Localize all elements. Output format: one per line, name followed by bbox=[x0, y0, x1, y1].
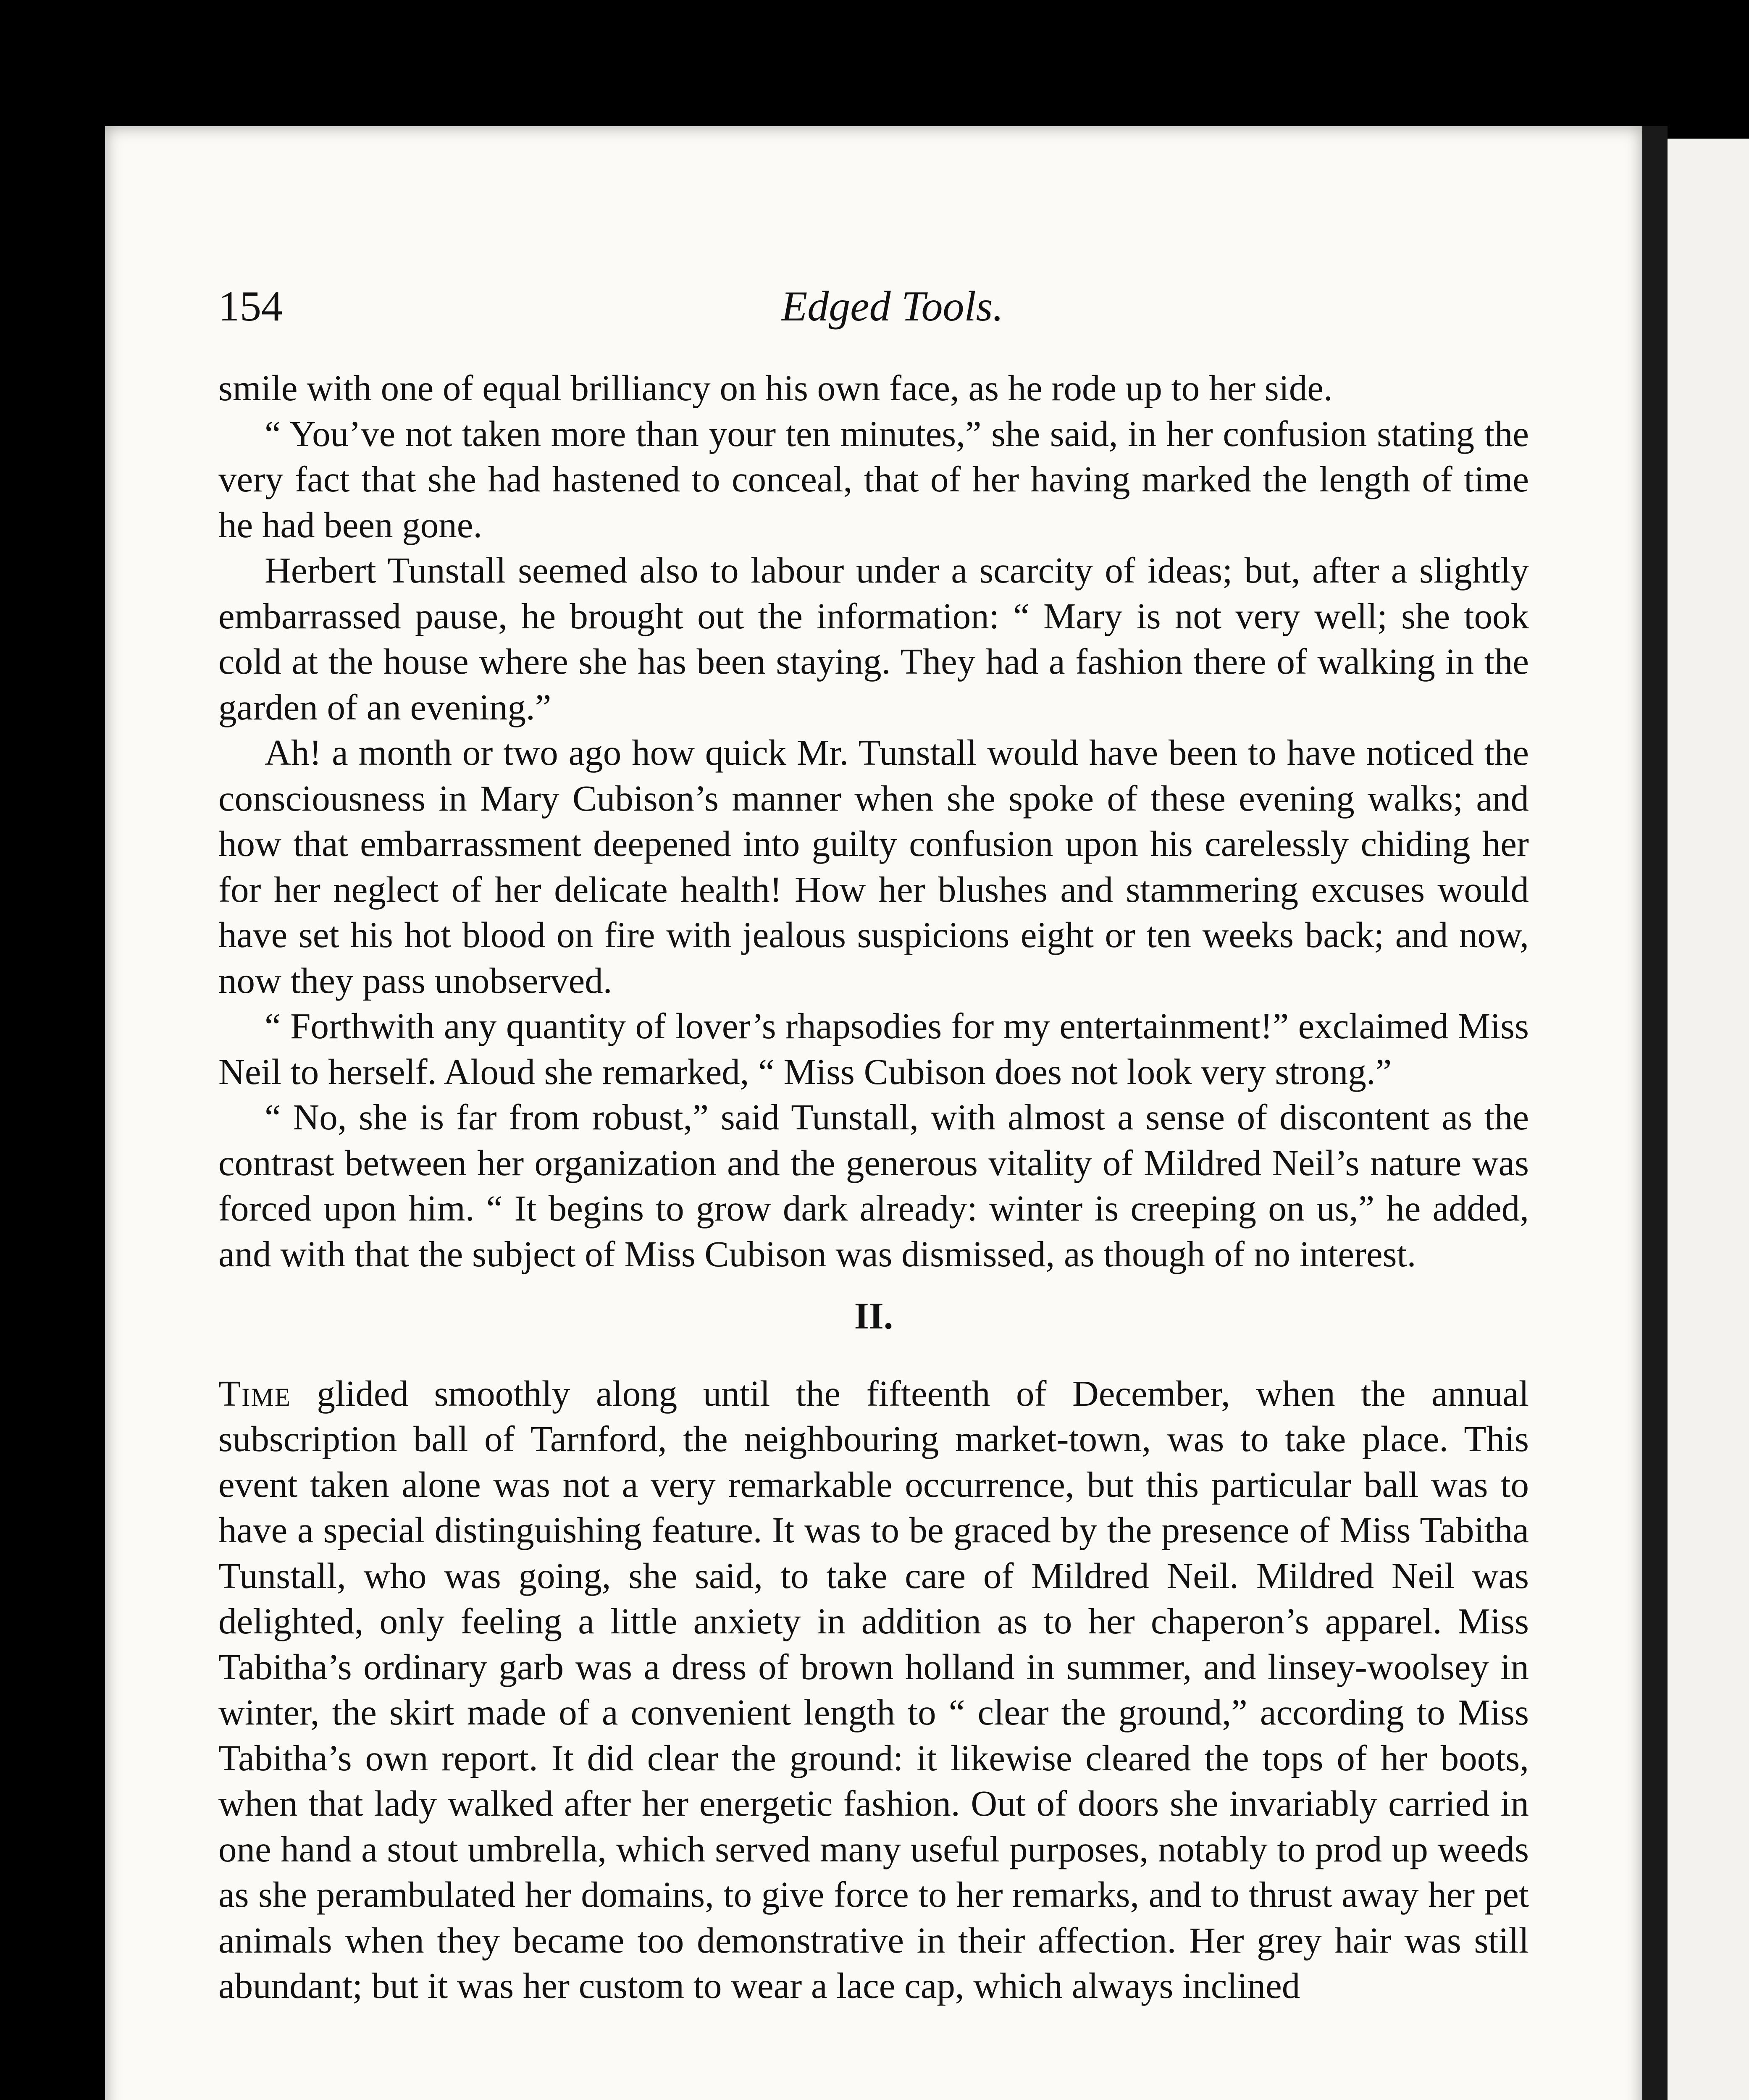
next-page-edge bbox=[1668, 139, 1749, 2100]
paragraph: Herbert Tunstall seemed also to labour under a scarcity of ideas; but, after a slightly embarrassed pause, he brought out the information: “ Mary is not very well; she took cold at the house where she has been staying. They had a fashion there of walking in the garden of an evening.” bbox=[218, 550, 1529, 727]
page-number: 154 bbox=[218, 283, 283, 330]
paragraph-continued: smile with one of equal brilliancy on his own face, as he rode up to her side. bbox=[218, 368, 1333, 408]
paragraph: Ah! a month or two ago how quick Mr. Tunstall would have been to have noticed the consciousness in Mary Cubison’s manner when she spoke of these evening walks; and how that embarrassment deepened into guilty confusion upon his carelessly chiding her for her neglect of her delicate health! How her blushes and stammering excuses would have set his hot blood on fire with jealous suspicions eight or ten weeks back; and now, now they pass unobserved. bbox=[218, 732, 1529, 1001]
page-gutter-shadow bbox=[1642, 126, 1668, 2100]
running-head bbox=[218, 277, 1529, 336]
paragraph: “ Forthwith any quantity of lover’s rhapsodies for my entertainment!” exclaimed Miss Neil to herself. Aloud she remarked, “ Miss Cubison does not look very strong.” bbox=[218, 1005, 1529, 1092]
section-opening-word: Time bbox=[218, 1373, 291, 1414]
book-title: Edged Tools. bbox=[781, 283, 1003, 330]
section-paragraph-text: glided smoothly along until the fifteenth of December, when the annual subscription ball of Tarnford, the neighbouring market-town, was to take place. This event taken alone was not a very remarkable occurrence, but this particular ball was to have a special distinguishing feature. It was to be graced by the presence of Miss Tabitha Tunstall, who was going, she said, to take care of Mildred Neil. Mildred Neil was delighted, only feeling a little anxiety in addition as to her chaperon’s apparel. Miss Tabitha’s ordinary garb was a dress of brown holland in summer, and linsey-woolsey in winter, the skirt made of a convenient length to “ clear the ground,” according to Miss Tabitha’s own report. It did clear the ground: it likewise cleared the tops of her boots, when that lady walked after her energetic fashion. Out of doors she invariably carried in one hand a stout umbrella, which served many useful purposes, notably to prod up weeds as she perambulated her domains, to give force to her remarks, and to thrust away her pet animals when they became too demonstrative in their affection. Her grey hair was still abundant; but it was her custom to wear a lace cap, which always inclined bbox=[218, 1373, 1529, 2006]
section-heading: II. bbox=[854, 1295, 893, 1337]
paragraph: “ You’ve not taken more than your ten minutes,” she said, in her confusion stating the very fact that she had hastened to conceal, that of her having marked the length of time he had been gone. bbox=[218, 413, 1529, 545]
page-body bbox=[218, 365, 1529, 2009]
section-paragraph bbox=[218, 1371, 1529, 2009]
paragraph: “ No, she is far from robust,” said Tunstall, with almost a sense of discontent as the contrast between her organization and the generous vitality of Mildred Neil’s nature was forced upon him. “ It begins to grow dark already: winter is creeping on us,” he added, and with that the subject of Miss Cubison was dismissed, as though of no interest. bbox=[218, 1097, 1529, 1274]
